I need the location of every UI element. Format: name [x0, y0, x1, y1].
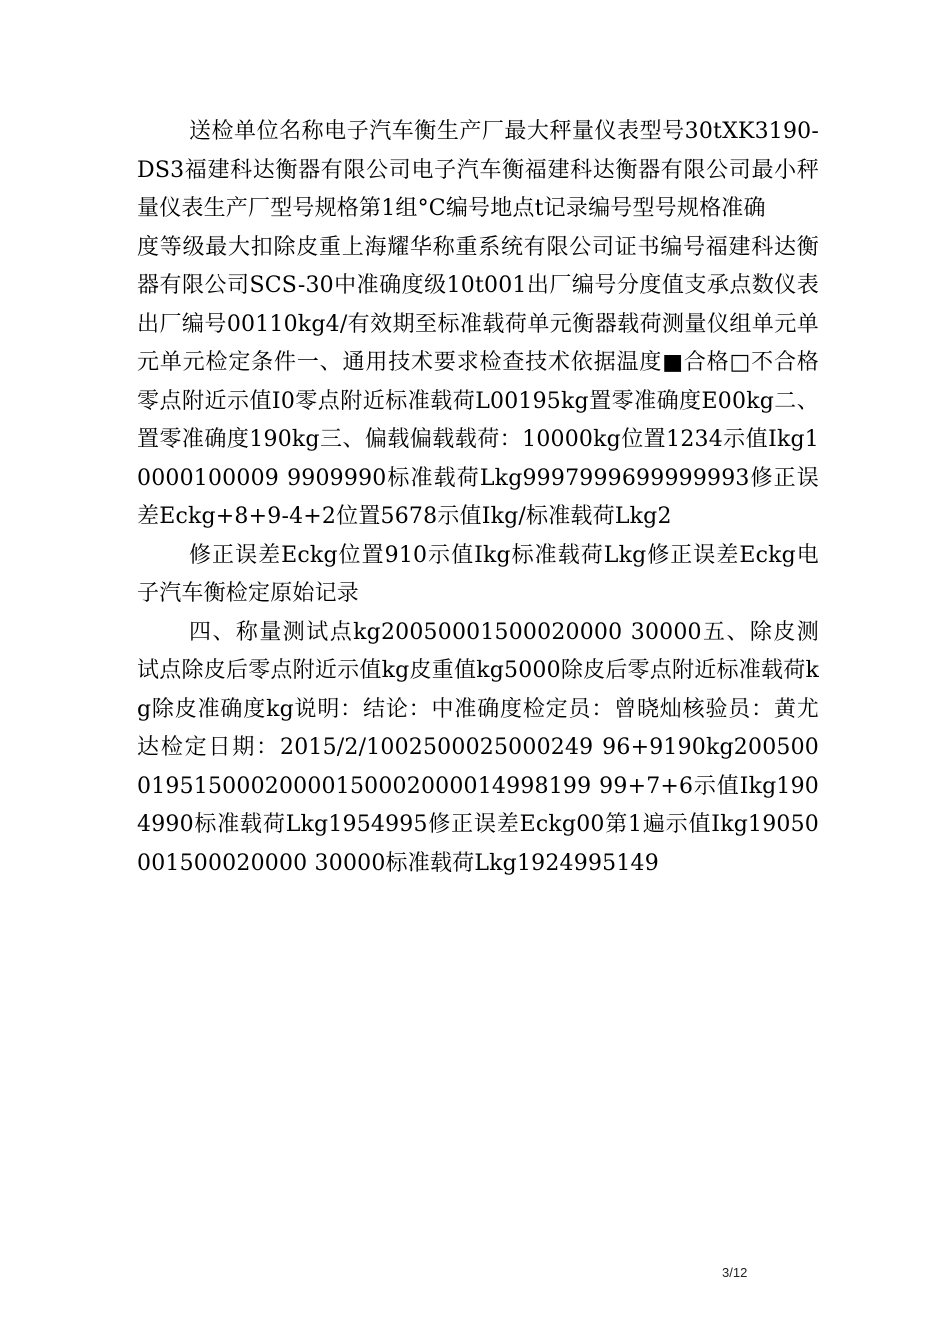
paragraph-1: 送检单位名称电子汽车衡生产厂最大秤量仪表型号30tXK3190-DS3福建科达衡器有限公司电子汽车衡福建科达衡器有限公司最小秤量仪表生产厂型号规格第1组°C编号地点t记录编号型号规格准确 — [137, 119, 819, 221]
paragraph-3: 修正误差Eckg位置910示值Ikg标准载荷Lkg修正误差Eckg电子汽车衡检定原始记录 — [137, 542, 819, 606]
paragraph-4: 四、称量测试点kg20050001500020000 30000五、除皮测试点除皮后零点附近示值kg皮重值kg5000除皮后零点附近标准载荷kg除皮准确度kg说明：结论：中准确度检定员：曾晓灿核验员：黄尤达检定日期：2015/2/1002500025000249 96+9190kg20050001951500020000150002000014998199 99+7+6示值Ikg1904990标准载荷Lkg1954995修正误差Eckg00第1遍示值Ikg19050001500020000 30000标准载荷Lkg1924995149 — [137, 619, 819, 876]
page-number: 3/12 — [722, 1265, 748, 1280]
document-body — [137, 113, 819, 883]
paragraph-2: 度等级最大扣除皮重上海耀华称重系统有限公司证书编号福建科达衡器有限公司SCS-30中准确度级10t001出厂编号分度值支承点数仪表出厂编号00110kg4/有效期至标准载荷单元衡器载荷测量仪组单元单元单元检定条件一、通用技术要求检查技术依据温度■合格□不合格零点附近示值I0零点附近标准载荷L00195kg置零准确度E00kg二、置零准确度190kg三、偏载偏载载荷：10000kg位置1234示值Ikg10000100009 9909990标准载荷Lkg9997999699999993修正误差Eckg+8+9-4+2位置5678示值Ikg/标准载荷Lkg2 — [137, 234, 819, 529]
